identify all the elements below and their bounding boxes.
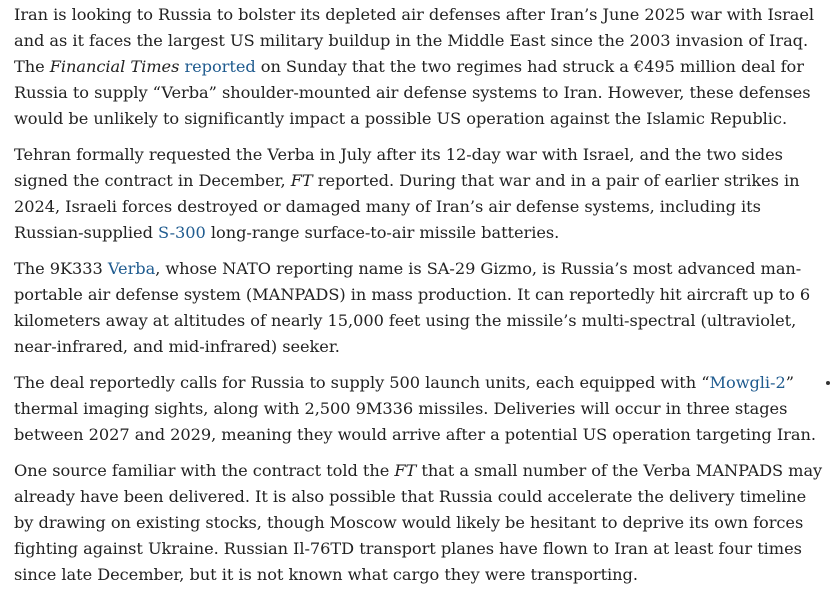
text-segment: Iran is looking to Russia to bolster its depleted air defenses after Iran’s June 2025 war with Israel and as it faces the largest US military buildup in the Middle East since the 2003 invasion of Iraq. The	[14, 5, 815, 76]
text-segment: long-range surface-to-air missile batteries.	[205, 223, 560, 242]
text-segment: One source familiar with the contract told the	[14, 461, 395, 480]
text-segment: The deal reportedly calls for Russia to supply 500 launch units, each equipped with “	[14, 373, 710, 392]
paragraph	[14, 370, 828, 448]
publication-abbrev: FT	[394, 461, 417, 480]
publication-name: Financial Times	[49, 57, 180, 76]
article-body	[14, 2, 828, 598]
publication-abbrev: FT	[290, 171, 313, 190]
paragraph	[14, 256, 828, 360]
bullet-dot	[826, 381, 830, 385]
reported-link[interactable]: reported	[184, 57, 256, 76]
text-segment: Tehran formally requested the Verba in July after its 12-day war with Israel, and the two sides signed the contract in December,	[14, 145, 783, 190]
paragraph	[14, 458, 828, 588]
mowgli-2-link[interactable]: Mowgli-2	[709, 373, 786, 392]
paragraph	[14, 142, 828, 246]
text-segment: on Sunday that the two regimes had struck a €495 million deal for Russia to supply “Verba” shoulder-mounted air defense systems to Iran. However, these defenses would be unlikely to significantly impact a possible US operation against the Islamic Republic.	[14, 57, 811, 128]
text-segment: reported. During that war and in a pair of earlier strikes in 2024, Israeli forces destroyed or damaged many of Iran’s air defense systems, including its Russian-supplied	[14, 171, 800, 242]
paragraph	[14, 2, 828, 132]
verba-link[interactable]: Verba	[107, 259, 156, 278]
text-segment: ” thermal imaging sights, along with 2,500 9M336 missiles. Deliveries will occur in three stages between 2027 and 2029, meaning they would arrive after a potential US operation targeting Iran.	[14, 373, 816, 444]
text-segment: that a small number of the Verba MANPADS may already have been delivered. It is also possible that Russia could accelerate the delivery timeline by drawing on existing stocks, though Moscow would likely be hesitant to deprive its own forces fighting against Ukraine. Russian Il-76TD transport planes have flown to Iran at least four times since late December, but it is not known what cargo they were transporting.	[14, 461, 823, 584]
text-segment: The 9K333	[14, 259, 108, 278]
s300-link[interactable]: S-300	[158, 223, 206, 242]
text-segment: , whose NATO reporting name is SA-29 Gizmo, is Russia’s most advanced man-portable air defense system (MANPADS) in mass production. It can reportedly hit aircraft up to 6 kilometers away at altitudes of nearly 15,000 feet using the missile’s multi-spectral (ultraviolet, near-infrared, and mid-infrared) seeker.	[14, 259, 811, 356]
